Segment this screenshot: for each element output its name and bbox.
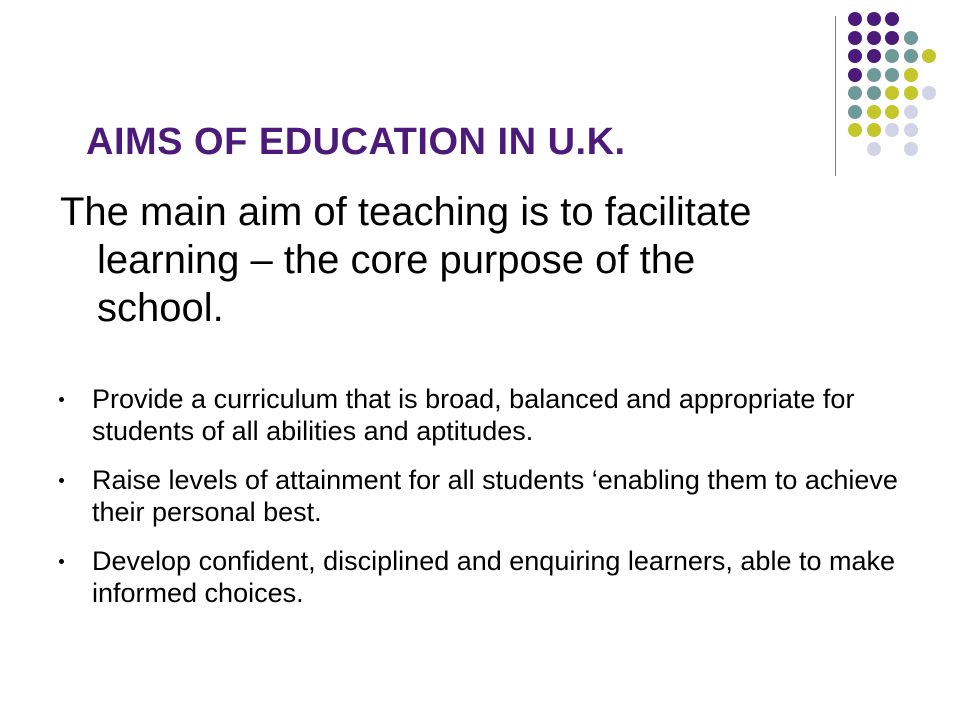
bullet-item-curriculum: Provide a curriculum that is broad, balanced and appropriate for students of all abilities and aptitudes. <box>56 383 916 448</box>
decorative-dot <box>867 12 881 26</box>
bullet-list <box>56 383 916 625</box>
decorative-dot-grid <box>848 12 948 162</box>
decorative-dot <box>904 105 918 119</box>
decorative-dot <box>848 12 862 26</box>
decorative-dot <box>904 49 918 63</box>
decorative-dot <box>848 49 862 63</box>
bullet-item-learners: Develop confident, disciplined and enquiring learners, able to make informed choices. <box>56 545 916 610</box>
divider-line <box>835 16 836 176</box>
decorative-dot <box>885 31 899 45</box>
decorative-dot <box>867 86 881 100</box>
slide-title: AIMS OF EDUCATION IN U.K. <box>86 121 626 163</box>
decorative-dot <box>867 31 881 45</box>
bullet-item-attainment: Raise levels of attainment for all students ‘enabling them to achieve their personal best. <box>56 464 916 529</box>
decorative-dot <box>904 142 918 156</box>
decorative-dot <box>904 31 918 45</box>
decorative-dot <box>885 68 899 82</box>
decorative-dot <box>885 123 899 137</box>
decorative-dot <box>848 31 862 45</box>
decorative-dot <box>867 105 881 119</box>
decorative-dot <box>904 68 918 82</box>
decorative-dot <box>867 49 881 63</box>
decorative-dot <box>885 12 899 26</box>
decorative-dot <box>922 86 936 100</box>
decorative-dot <box>848 105 862 119</box>
decorative-dot <box>904 86 918 100</box>
decorative-dot <box>885 86 899 100</box>
decorative-dot <box>867 123 881 137</box>
decorative-dot <box>848 123 862 137</box>
decorative-dot <box>922 49 936 63</box>
decorative-dot <box>867 68 881 82</box>
decorative-dot <box>848 86 862 100</box>
decorative-dot <box>885 105 899 119</box>
lead-statement: The main aim of teaching is to facilitate learning – the core purpose of the school. <box>60 190 752 330</box>
decorative-dot <box>885 49 899 63</box>
decorative-dot <box>848 68 862 82</box>
decorative-dot <box>904 123 918 137</box>
decorative-dot <box>867 142 881 156</box>
